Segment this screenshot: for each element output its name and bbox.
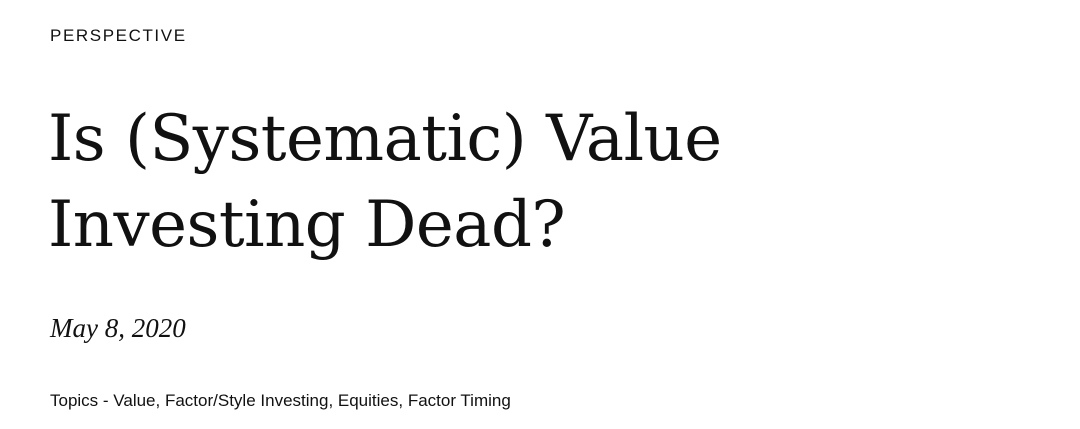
topic-link-factor-style-investing[interactable]: Factor/Style Investing [164,391,329,410]
topic-link-equities[interactable]: Equities [337,391,399,410]
topic-link-factor-timing[interactable]: Factor Timing [407,391,511,410]
topic-separator: , [398,391,408,410]
article-title-line-2: Investing Dead? [48,188,566,262]
topic-separator: , [328,391,338,410]
topics-list [50,390,511,412]
article-date: May 8, 2020 [50,313,186,343]
topic-separator: , [155,391,165,410]
article-title [48,96,948,268]
article-category: PERSPECTIVE [50,26,187,45]
topics-label: Topics - [50,391,114,410]
topic-link-value[interactable]: Value [113,391,156,410]
article-title-line-1: Is (Systematic) Value [48,102,722,176]
